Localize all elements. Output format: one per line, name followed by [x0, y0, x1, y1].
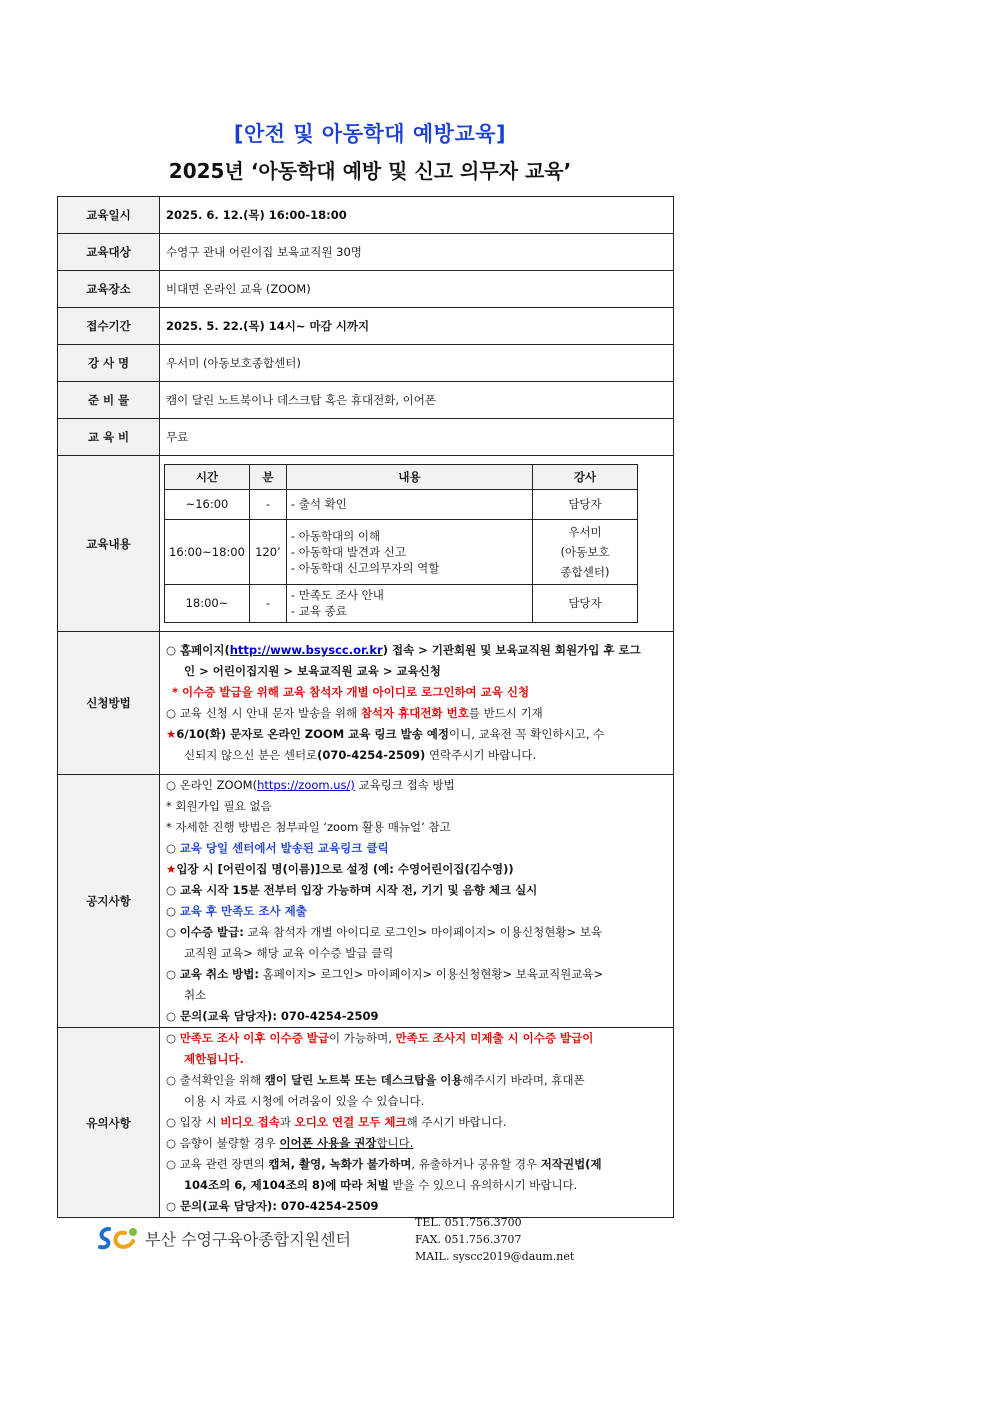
schedule-time: 16:00~18:00 — [165, 519, 250, 584]
notice-highlight: 교육 후 만족도 조사 제출 — [179, 904, 307, 918]
contact-fax: FAX. 051.756.3707 — [415, 1233, 522, 1246]
caution-text: ○ 입장 시 — [166, 1115, 221, 1129]
notice-text: 교육링크 접속 방법 — [354, 778, 455, 792]
document-title: [안전 및 아동학대 예방교육] — [233, 122, 507, 146]
caution-text: ○ 교육 관련 장면의 — [166, 1157, 269, 1171]
notice-text: ○ — [166, 925, 180, 939]
value-content — [160, 456, 674, 632]
label-prep: 준 비 물 — [58, 382, 160, 419]
apply-text: 를 반드시 기재 — [468, 706, 543, 720]
contact-tel: TEL. 051.756.3700 — [415, 1216, 522, 1229]
caution-text: 이 가능하며, — [329, 1031, 396, 1045]
notice-text: 홈페이지> 로그인> 마이페이지> 이용신청현황> 보육교직원교육> — [258, 967, 604, 981]
caution-highlight: 만족도 조사 이후 이수증 발급 — [179, 1031, 330, 1045]
value-target: 수영구 관내 어린이집 보육교직원 30명 — [160, 234, 674, 271]
caution-text: ○ 출석확인을 위해 — [166, 1073, 265, 1087]
homepage-link[interactable]: http://www.bsyscc.or.kr — [229, 643, 383, 657]
row-target — [58, 234, 674, 271]
notice-text: ○ — [166, 904, 180, 918]
row-lecturer — [58, 345, 674, 382]
center-logo — [97, 1225, 351, 1251]
notice-contact: ○ 문의(교육 담당자): 070-4254-2509 — [166, 1009, 379, 1023]
label-lecturer: 강 사 명 — [58, 345, 160, 382]
value-notice — [160, 775, 674, 1028]
apply-text: 인 > 어린이집지원 > 보육교직원 교육 > 교육신청 — [184, 664, 441, 678]
label-target: 교육대상 — [58, 234, 160, 271]
notice-text: 교직원 교육> 해당 교육 이수증 발급 클릭 — [184, 946, 394, 960]
schedule-min: - — [249, 489, 286, 519]
label-period: 접수기간 — [58, 308, 160, 345]
caution-highlight: 이어폰 사용을 권장 — [279, 1136, 377, 1150]
schedule-min: - — [249, 584, 286, 622]
lecturer-line: 우서미 — [568, 524, 602, 539]
star-icon: ★ — [166, 862, 177, 876]
caution-text: ○ — [166, 1031, 180, 1045]
schedule-items — [286, 584, 532, 622]
caution-text: 합니다. — [376, 1136, 414, 1150]
caution-highlight: 오디오 연결 모두 체크 — [294, 1115, 407, 1129]
row-prep — [58, 382, 674, 419]
notice-highlight: 이수증 발급: — [179, 925, 244, 939]
row-apply — [58, 632, 674, 775]
caution-highlight: 캠이 달린 노트북 또는 데스크탑을 이용 — [264, 1073, 463, 1087]
schedule-header-content: 내용 — [286, 464, 532, 489]
center-name: 부산 수영구육아종합지원센터 — [145, 1229, 352, 1249]
apply-text: ○ 교육 신청 시 안내 문자 발송을 위해 — [166, 706, 361, 720]
caution-contact: ○ 문의(교육 담당자): 070-4254-2509 — [166, 1199, 379, 1213]
apply-highlight: 참석자 휴대전화 번호 — [360, 706, 469, 720]
value-prep: 캠이 달린 노트북이나 데스크탑 혹은 휴대전화, 이어폰 — [160, 382, 674, 419]
notice-highlight: 입장 시 [어린이집 명(이름)]으로 설정 (예: 수영어린이집(김수영)) — [176, 862, 514, 876]
caution-highlight: 104조의 6, 제104조의 8)에 따라 처벌 — [184, 1178, 389, 1192]
label-content: 교육내용 — [58, 456, 160, 632]
apply-phone: (070-4254-2509) — [317, 748, 426, 762]
schedule-item: - 아동학대의 이해 — [290, 528, 381, 543]
schedule-table — [164, 464, 638, 623]
row-period — [58, 308, 674, 345]
caution-highlight: 비디오 접속 — [220, 1115, 280, 1129]
row-date — [58, 197, 674, 234]
schedule-item: - 교육 종료 — [290, 604, 347, 618]
value-caution — [160, 1028, 674, 1218]
schedule-time: 18:00~ — [165, 584, 250, 622]
schedule-item: - 출석 확인 — [286, 489, 532, 519]
document-subtitle: 2025년 ‘아동학대 예방 및 신고 의무자 교육’ — [168, 159, 572, 183]
apply-text: 연락주시기 바랍니다. — [425, 748, 537, 762]
contact-mail: MAIL. syscc2019@daum.net — [415, 1250, 575, 1263]
schedule-min: 120’ — [249, 519, 286, 584]
schedule-header-min: 분 — [249, 464, 286, 489]
notice-highlight: 교육 취소 방법: — [179, 967, 259, 981]
value-place: 비대면 온라인 교육 (ZOOM) — [160, 271, 674, 308]
notice-highlight: 교육 당일 센터에서 발송된 교육링크 클릭 — [179, 841, 389, 855]
caution-highlight: 만족도 조사지 미제출 시 이수증 발급이 — [395, 1031, 594, 1045]
apply-highlight: 6/10(화) 문자로 온라인 ZOOM 교육 링크 발송 예정 — [176, 727, 450, 741]
row-fee — [58, 419, 674, 456]
caution-highlight: 제한됩니다. — [184, 1052, 244, 1066]
row-notice — [58, 775, 674, 1028]
value-fee: 무료 — [160, 419, 674, 456]
apply-text: 신되지 않으신 분은 센터로 — [184, 748, 318, 762]
apply-text: 이니, 교육전 꼭 확인하시고, 수 — [449, 727, 605, 741]
value-lecturer: 우서미 (아동보호종합센터) — [160, 345, 674, 382]
row-content — [58, 456, 674, 632]
label-date: 교육일시 — [58, 197, 160, 234]
schedule-item: - 만족도 조사 안내 — [290, 588, 384, 602]
label-notice: 공지사항 — [58, 775, 160, 1028]
schedule-lecturer: 담당자 — [533, 489, 638, 519]
schedule-header-time: 시간 — [165, 464, 250, 489]
schedule-item: - 아동학대 신고의무자의 역할 — [290, 560, 440, 575]
caution-text: , 유출하거나 공유할 경우 — [411, 1157, 541, 1171]
label-place: 교육장소 — [58, 271, 160, 308]
caution-text: 이용 시 자료 시청에 어려움이 있을 수 있습니다. — [184, 1094, 425, 1108]
contact-info — [415, 1214, 574, 1265]
apply-text: ) 접속 > 기관회원 및 보육교직원 회원가입 후 로그 — [382, 643, 641, 657]
caution-text: 과 — [279, 1115, 295, 1129]
notice-text: ○ — [166, 841, 180, 855]
logo-icon — [97, 1225, 139, 1251]
value-date: 2025. 6. 12.(목) 16:00-18:00 — [160, 197, 674, 234]
schedule-row — [165, 489, 638, 519]
schedule-header-lecturer: 강사 — [533, 464, 638, 489]
value-period: 2025. 5. 22.(목) 14시~ 마감 시까지 — [160, 308, 674, 345]
schedule-lecturer: 담당자 — [533, 584, 638, 622]
schedule-lecturer — [533, 519, 638, 584]
caution-text: ○ 음향이 불량할 경우 — [166, 1136, 280, 1150]
lecturer-line: (아동보호 — [560, 544, 610, 559]
schedule-item: - 아동학대 발견과 신고 — [290, 544, 407, 559]
notice-text: 교육 참석자 개별 아이디로 로그인> 마이페이지> 이용신청현황> 보육 — [243, 925, 602, 939]
schedule-time: ~16:00 — [165, 489, 250, 519]
caution-highlight: 캡쳐, 촬영, 녹화가 불가하며 — [268, 1157, 412, 1171]
caution-text: 해주시기 바라며, 휴대폰 — [462, 1073, 585, 1087]
lecturer-line: 종합센터) — [560, 564, 610, 579]
schedule-row — [165, 519, 638, 584]
caution-highlight: 저작권법(제 — [540, 1157, 602, 1171]
notice-text: 취소 — [184, 988, 207, 1002]
zoom-link[interactable]: https://zoom.us/) — [257, 778, 355, 792]
value-apply — [160, 632, 674, 775]
row-caution — [58, 1028, 674, 1218]
notice-text: ○ 교육 시작 15분 전부터 입장 가능하며 시작 전, 기기 및 음향 체크 실시 — [166, 883, 538, 897]
notice-text: * 자세한 진행 방법은 첨부파일 ‘zoom 활용 매뉴얼’ 참고 — [166, 820, 451, 834]
caution-text: 해 주시기 바랍니다. — [406, 1115, 507, 1129]
label-fee: 교 육 비 — [58, 419, 160, 456]
label-apply: 신청방법 — [58, 632, 160, 775]
label-caution: 유의사항 — [58, 1028, 160, 1218]
apply-warning: * 이수증 발급을 위해 교육 참석자 개별 아이디로 로그인하여 교육 신청 — [172, 685, 530, 699]
info-table — [57, 196, 674, 1218]
caution-text: 받을 수 있으니 유의하시기 바랍니다. — [388, 1178, 578, 1192]
star-icon: ★ — [166, 727, 177, 741]
notice-text: ○ 온라인 ZOOM( — [166, 778, 258, 792]
notice-text: ○ — [166, 967, 180, 981]
schedule-items — [286, 519, 532, 584]
row-place — [58, 271, 674, 308]
notice-text: * 회원가입 필요 없음 — [166, 799, 272, 813]
schedule-row — [165, 584, 638, 622]
apply-text: ○ 홈페이지( — [166, 643, 230, 657]
